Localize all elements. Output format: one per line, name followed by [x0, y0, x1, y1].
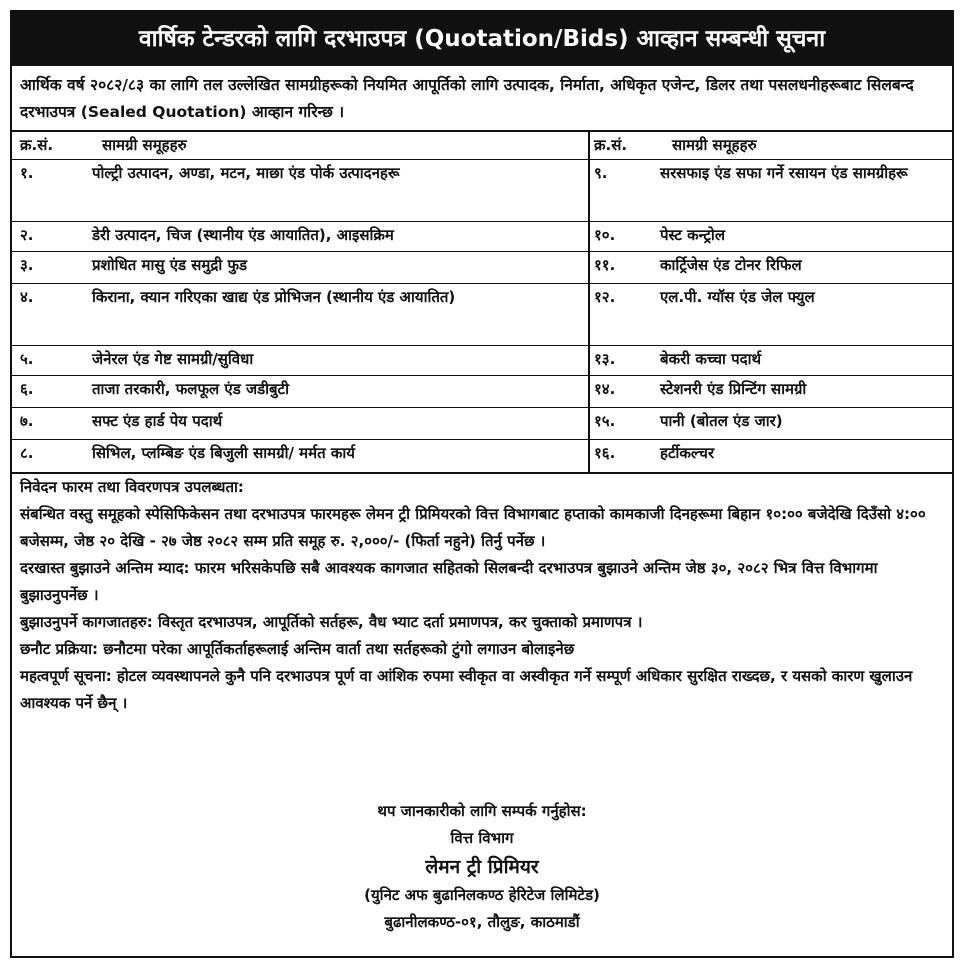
row-serial-right: १५.: [594, 412, 616, 430]
row-item-right: पेस्ट कन्ट्रोल: [660, 226, 725, 244]
row-item-right: स्टेशनरी एंड प्रिन्टिंग सामग्री: [660, 380, 807, 398]
contact-footer: [12, 798, 952, 936]
table-row: [12, 440, 952, 470]
row-serial-left: ५.: [20, 350, 34, 368]
row-item-left: जेनेरल एंड गेष्ट सामग्री/सुविधा: [92, 350, 254, 368]
department-name: वित्त विभाग: [450, 829, 514, 847]
row-item-right: सरसफाइ एंड सफा गर्ने रसायन एंड सामग्रीहरू: [660, 164, 908, 182]
row-item-right: पानी (बोतल एंड जार): [660, 412, 783, 430]
row-item-right: हर्टीकल्चर: [660, 444, 715, 462]
table-row: [12, 160, 952, 222]
header-serial-2: क्र.सं.: [594, 136, 628, 154]
row-serial-left: ४.: [20, 288, 34, 306]
row-serial-left: १.: [20, 164, 34, 182]
row-serial-left: ६.: [20, 380, 34, 398]
availability-heading: निवेदन फारम तथा विवरणपत्र उपलब्धता:: [20, 478, 244, 496]
row-serial-right: ९.: [594, 164, 608, 182]
row-serial-right: १३.: [594, 350, 616, 368]
selection-text: छनौट प्रक्रिया: छनौटमा परेका आपूर्तिकर्ताहरूलाई अन्तिम वार्ता तथा सर्तहरूको टुंगो लगाउन बोलाइनेछ: [20, 640, 575, 658]
deadline-text: दरखास्त बुझाउने अन्तिम म्याद: फारम भरिसकेपछि सबै आवश्यक कागजात सहितको सिलबन्दी दरभाउपत्र बुझाउने अन्तिम जेष्ठ ३०, २०८२ भित्र वित्त विभागमा बुझाउनुपर्नेछ ।: [20, 559, 878, 604]
row-item-left: सिभिल, प्लम्बिङ एंड बिजुली सामग्री/ मर्मत कार्य: [92, 444, 355, 462]
table-row: [12, 284, 952, 346]
row-serial-left: २.: [20, 226, 34, 244]
table-column-divider: [588, 132, 590, 472]
row-item-left: सफ्ट एंड हार्ड पेय पदार्थ: [92, 412, 223, 430]
row-item-left: पोल्ट्री उत्पादन, अण्डा, मटन, माछा एंड पोर्क उत्पादनहरू: [92, 164, 400, 182]
row-item-right: कार्ट्रिजेस एंड टोनर रिफिल: [660, 256, 802, 274]
company-unit: (युनिट अफ बुढानिलकण्ठ हेरिटेज लिमिटेड): [364, 886, 600, 904]
table-header-row: [12, 132, 952, 160]
table-row: [12, 376, 952, 408]
row-item-left: किराना, क्यान गरिएका खाद्य एंड प्रोभिजन (स्थानीय एंड आयातित): [92, 288, 456, 306]
row-serial-right: १२.: [594, 288, 616, 306]
row-item-left: ताजा तरकारी, फलफूल एंड जडीबुटी: [92, 380, 289, 398]
important-notice-text: महत्वपूर्ण सूचना: होटल व्यवस्थापनले कुनै पनि दरभाउपत्र पूर्ण वा आंशिक रुपमा स्वीकृत वा अस्वीकृत गर्ने सम्पूर्ण अधिकार सुरक्षित राख्दछ, र यसको कारण खुलाउन आवश्यक पर्ने छैन् ।: [20, 667, 913, 712]
company-address: बुढानीलकण्ठ-०१, तौलुङ, काठमाडौं: [384, 913, 580, 931]
row-item-right: बेकरी कच्चा पदार्थ: [660, 350, 762, 368]
row-item-left: प्रशोधित मासु एंड समुद्री फुड: [92, 256, 248, 274]
row-item-left: डेरी उत्पादन, चिज (स्थानीय एंड आयातित), आइसक्रिम: [92, 226, 394, 244]
documents-text: बुझाउनुपर्ने कागजातहरु: विस्तृत दरभाउपत्र, आपूर्तिको सर्तहरू, वैध भ्याट दर्ता प्रमाणपत्र, कर चुक्ताको प्रमाणपत्र ।: [20, 613, 643, 631]
row-serial-right: १०.: [594, 226, 616, 244]
availability-text: संबन्धित वस्तु समूहको स्पेसिफिकेसन तथा दरभाउपत्र फारमहरू लेमन ट्री प्रिमियरको वित्त विभागबाट हप्ताको कामकाजी दिनहरूमा बिहान १०:०० बजेदेखि दिउँसो ४:०० बजेसम्म, जेष्ठ २० देखि - २७ जेष्ठ २०८२ सम्म प्रति समूह रु. २,०००/- (फिर्ता नहुने) तिर्नु पर्नेछ ।: [20, 505, 926, 550]
row-serial-left: ७.: [20, 412, 34, 430]
header-item-group-2: सामग्री समूहहरु: [672, 136, 757, 154]
row-serial-left: ८.: [20, 444, 34, 462]
header-item-group-1: सामग्री समूहहरु: [102, 136, 187, 154]
contact-line: थप जानकारीको लागि सम्पर्क गर्नुहोस:: [377, 802, 587, 820]
intro-paragraph: आर्थिक वर्ष २०८२/८३ का लागि तल उल्लेखित सामग्रीहरूको नियमित आपूर्तिको लागि उत्पादक, निर्माता, अधिकृत एजेन्ट, डिलर तथा पसलधनीहरूबाट सिलबन्द दरभाउपत्र (Sealed Quotation) आव्हान गरिन्छ ।: [20, 76, 914, 121]
table-row: [12, 252, 952, 284]
header-serial-1: क्र.सं.: [20, 136, 54, 154]
tender-notice: [10, 10, 954, 958]
notice-body: [20, 474, 946, 717]
row-serial-right: ११.: [594, 256, 616, 274]
row-serial-right: १६.: [594, 444, 616, 462]
notice-title: वार्षिक टेन्डरको लागि दरभाउपत्र (Quotation/Bids) आव्हान सम्बन्धी सूचना: [12, 12, 952, 66]
table-row: [12, 222, 952, 252]
row-item-right: एल.पी. ग्यॉस एंड जेल फ्युल: [660, 288, 815, 306]
row-serial-right: १४.: [594, 380, 616, 398]
row-serial-left: ३.: [20, 256, 34, 274]
company-name: लेमन ट्री प्रिमियर: [425, 856, 539, 878]
item-groups-table: [12, 130, 952, 474]
table-row: [12, 408, 952, 440]
table-row: [12, 346, 952, 376]
